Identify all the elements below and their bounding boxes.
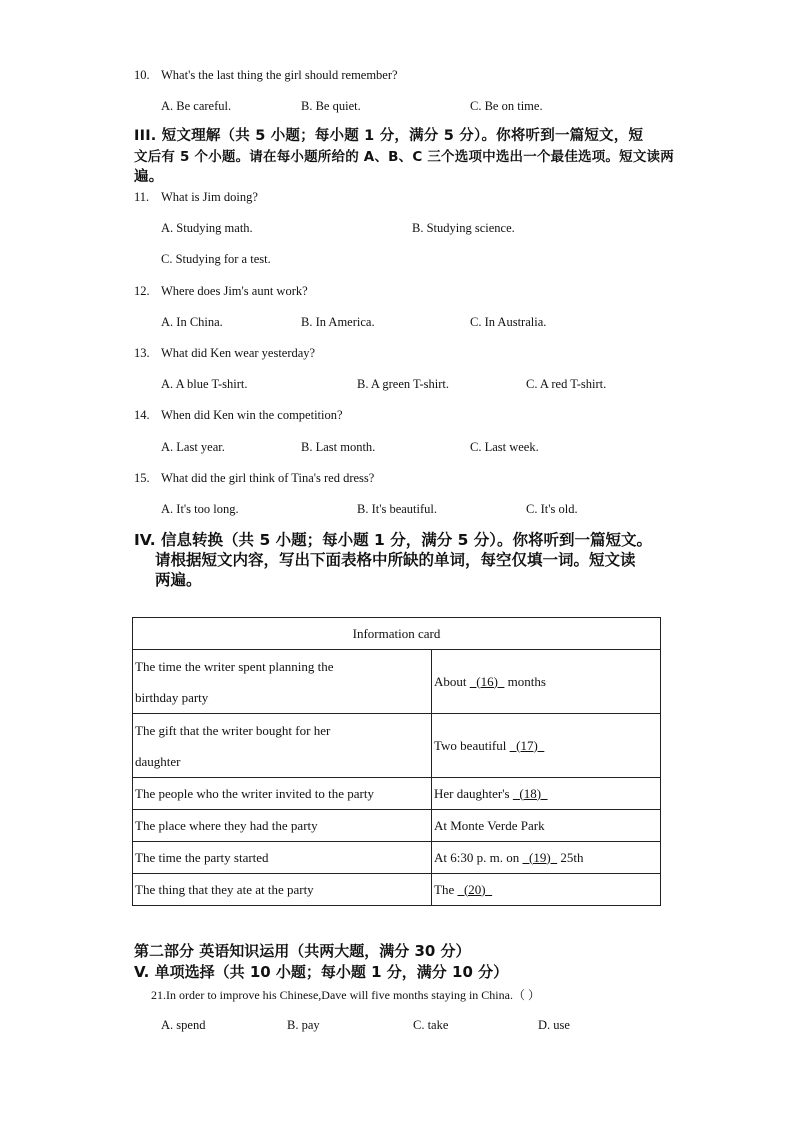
question-text: What's the last thing the girl should remember?	[161, 68, 398, 82]
option-c: C. Studying for a test.	[161, 252, 271, 266]
row-value	[432, 874, 661, 906]
table-row	[133, 778, 661, 810]
information-card-table	[132, 617, 661, 906]
option-a: A. spend	[161, 1018, 206, 1032]
option-c: C. Last week.	[470, 440, 539, 454]
option-d: D. use	[538, 1018, 570, 1032]
part-title: 第二部分 英语知识运用（共两大题，满分 30 分）	[134, 942, 471, 960]
option-c: C. It's old.	[526, 502, 578, 516]
option-b: B. pay	[287, 1018, 320, 1032]
row-label: The people who the writer invited to the party	[133, 778, 432, 810]
row-label: The place where they had the party	[133, 810, 432, 842]
question-number: 14.	[134, 408, 150, 422]
option-b: B. Be quiet.	[301, 99, 361, 113]
row-label-line: The time the writer spent planning the	[135, 658, 334, 674]
question-text: Where does Jim's aunt work?	[161, 284, 308, 298]
row-value	[432, 714, 661, 778]
option-c: C. In Australia.	[470, 315, 547, 329]
section-instructions-end: 两遍。	[155, 571, 202, 589]
answer-blank: (18)	[512, 785, 548, 801]
value-text: Two beautiful	[434, 737, 510, 753]
option-a: A. In China.	[161, 315, 223, 329]
row-value	[432, 650, 661, 714]
question-number: 11.	[134, 190, 150, 204]
option-b: B. It's beautiful.	[357, 502, 438, 516]
value-text: Her daughter's	[434, 785, 513, 801]
row-value	[432, 842, 661, 874]
question-text: When did Ken win the competition?	[161, 408, 343, 422]
option-c: C. take	[413, 1018, 449, 1032]
row-label	[133, 714, 432, 778]
option-a: A. Studying math.	[161, 221, 253, 235]
option-b: B. Last month.	[301, 440, 376, 454]
option-a: A. Last year.	[161, 440, 225, 454]
option-a: A. It's too long.	[161, 502, 239, 516]
section-heading: IV. 信息转换（共 5 小题；每小题 1 分，满分 5 分）。你将听到一篇短文。	[134, 531, 653, 549]
value-text: At 6:30 p. m. on	[434, 849, 523, 865]
value-text: The	[434, 881, 458, 897]
section-instructions-end: 遍。	[134, 169, 164, 185]
section-instructions: 文后有 5 个小题。请在每小题所给的 A、B、C 三个选项中选出一个最佳选项。短文读两	[134, 149, 674, 165]
option-c: C. Be on time.	[470, 99, 543, 113]
question-number: 12.	[134, 284, 150, 298]
row-label-line: daughter	[135, 753, 181, 769]
value-text: About	[434, 673, 470, 689]
section-instructions: 请根据短文内容，写出下面表格中所缺的单词，每空仅填一词。短文读	[155, 551, 636, 569]
option-c: C. A red T-shirt.	[526, 377, 607, 391]
question-number: 10.	[134, 68, 150, 82]
table-row	[133, 874, 661, 906]
table-header: Information card	[133, 618, 661, 650]
question-text: 21.In order to improve his Chinese,Dave will five months staying in China.（ ）	[151, 988, 540, 1002]
answer-blank: (17)	[509, 737, 545, 753]
question-number: 15.	[134, 471, 150, 485]
row-label-line: birthday party	[135, 689, 209, 705]
row-value: At Monte Verde Park	[432, 810, 661, 842]
question-text: What did Ken wear yesterday?	[161, 346, 316, 360]
option-b: B. A green T-shirt.	[357, 377, 450, 391]
table-row	[133, 650, 661, 714]
option-a: A. A blue T-shirt.	[161, 377, 248, 391]
value-text: months	[504, 673, 546, 689]
table-row	[133, 714, 661, 778]
question-number: 13.	[134, 346, 150, 360]
row-label	[133, 650, 432, 714]
row-label: The thing that they ate at the party	[133, 874, 432, 906]
option-b: B. In America.	[301, 315, 375, 329]
section-heading: V. 单项选择（共 10 小题；每小题 1 分，满分 10 分）	[134, 963, 509, 981]
table-row	[133, 810, 661, 842]
section-heading: III. 短文理解（共 5 小题；每小题 1 分，满分 5 分）。你将听到一篇短文，短	[134, 128, 644, 144]
row-label-line: The gift that the writer bought for her	[135, 722, 331, 738]
answer-blank: (19)	[522, 849, 558, 865]
question-text: What did the girl think of Tina's red dress?	[161, 471, 375, 485]
row-label: The time the party started	[133, 842, 432, 874]
question-text: What is Jim doing?	[161, 190, 258, 204]
option-a: A. Be careful.	[161, 99, 232, 113]
answer-blank: (20)	[457, 881, 493, 897]
option-b: B. Studying science.	[412, 221, 515, 235]
answer-blank: (16)	[469, 673, 505, 689]
row-value	[432, 778, 661, 810]
table-row	[133, 842, 661, 874]
value-text: 25th	[557, 849, 584, 865]
